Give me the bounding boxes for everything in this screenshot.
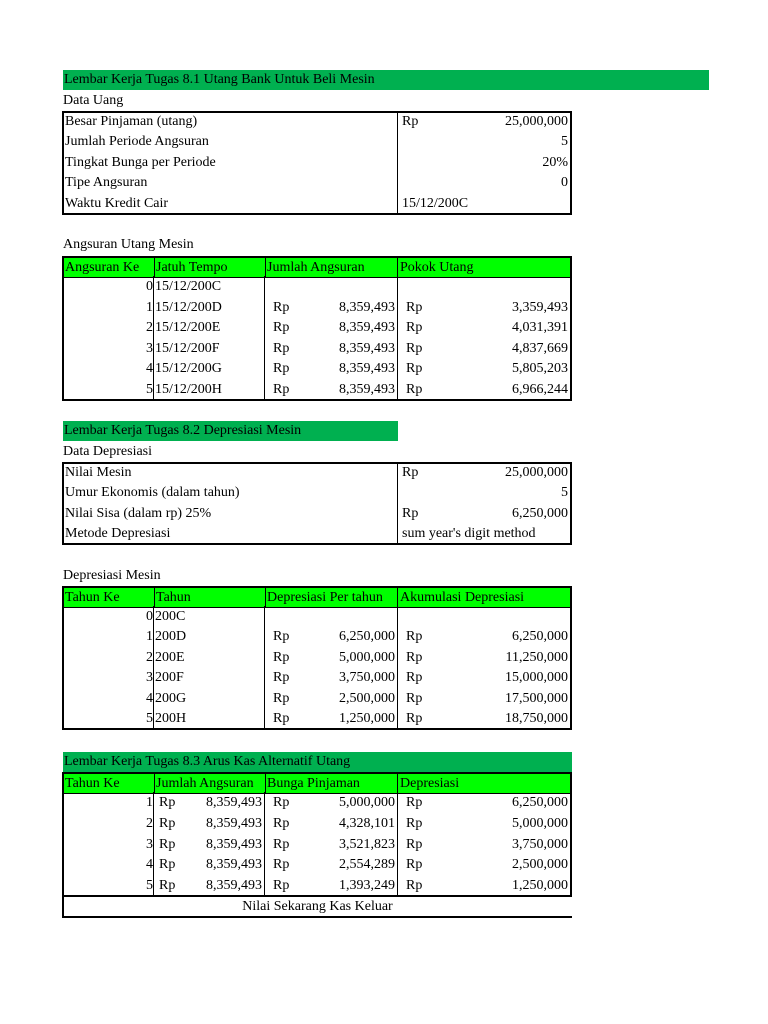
akumulasi-depresiasi: 6,250,000 xyxy=(512,629,568,645)
currency: Rp xyxy=(406,836,423,852)
table-row xyxy=(63,318,571,338)
data-uang-label: Data Uang xyxy=(63,93,124,108)
data-uang-row xyxy=(63,153,571,173)
data-uang-row xyxy=(63,132,571,152)
currency: Rp xyxy=(406,361,423,377)
jumlah-angsuran xyxy=(293,277,397,297)
angsuran-ke: 5 xyxy=(146,382,153,397)
pokok-utang xyxy=(443,277,571,297)
angsuran-ke: 3 xyxy=(146,340,153,356)
section-title-8-3: Lembar Kerja Tugas 8.3 Arus Kas Alternatif Utang xyxy=(63,752,572,772)
tahun-ke: 2 xyxy=(146,815,153,831)
col-tahun-ke: Tahun Ke xyxy=(65,776,120,791)
bunga-pinjaman: 1,393,249 xyxy=(339,878,395,894)
angsuran-ke: 4 xyxy=(146,361,153,377)
jatuh-tempo: 15/12/200E xyxy=(155,320,221,336)
angsuran-header-row xyxy=(62,256,572,278)
col-depresiasi-per-tahun: Depresiasi Per tahun xyxy=(267,590,383,605)
tahun: 200H xyxy=(155,711,187,726)
currency: Rp xyxy=(273,670,290,686)
tahun: 200D xyxy=(155,629,187,645)
data-depresiasi-label: Data Depresiasi xyxy=(63,444,153,459)
table-row xyxy=(63,689,571,709)
data-depresiasi-row xyxy=(63,504,571,524)
currency: Rp xyxy=(406,857,423,873)
akumulasi-depresiasi: 17,500,000 xyxy=(505,690,568,706)
pokok-utang: 3,359,493 xyxy=(512,299,568,315)
table-row xyxy=(63,814,571,834)
col-jumlah-angsuran: Jumlah Angsuran xyxy=(267,260,365,275)
pokok-utang: 4,837,669 xyxy=(512,340,568,356)
row-value: 0 xyxy=(561,175,568,191)
row-currency: sum year's digit method xyxy=(402,526,536,542)
footer-rule xyxy=(62,916,572,918)
row-label: Tingkat Bunga per Periode xyxy=(65,154,216,170)
row-currency: Rp xyxy=(402,465,419,480)
row-value: 5 xyxy=(561,485,568,501)
bunga-pinjaman: 2,554,289 xyxy=(339,857,395,873)
row-value: 5 xyxy=(561,134,568,150)
tahun-ke: 4 xyxy=(146,690,153,706)
angsuran-ke: 0 xyxy=(146,279,153,294)
depresiasi: 6,250,000 xyxy=(512,795,568,810)
currency: Rp xyxy=(273,815,290,831)
row-value: 25,000,000 xyxy=(505,114,568,129)
data-depresiasi-row xyxy=(63,483,571,503)
jatuh-tempo: 15/12/200G xyxy=(155,361,222,377)
tahun-ke: 1 xyxy=(146,795,153,810)
bunga-pinjaman: 3,521,823 xyxy=(339,836,395,852)
depresiasi-per-tahun: 6,250,000 xyxy=(339,629,395,645)
currency: Rp xyxy=(406,711,423,726)
col-pokok-utang: Pokok Utang xyxy=(400,260,474,275)
depresiasi-per-tahun: 1,250,000 xyxy=(339,711,395,726)
jumlah-angsuran: 8,359,493 xyxy=(206,857,262,873)
row-label: Umur Ekonomis (dalam tahun) xyxy=(65,485,240,501)
table-row xyxy=(63,855,571,875)
section-title-8-2: Lembar Kerja Tugas 8.2 Depresiasi Mesin xyxy=(63,421,398,441)
currency: Rp xyxy=(406,320,423,336)
pokok-utang: 6,966,244 xyxy=(512,382,568,397)
akumulasi-depresiasi: 18,750,000 xyxy=(505,711,568,726)
tahun-ke: 3 xyxy=(146,836,153,852)
currency: Rp xyxy=(159,795,176,810)
currency: Rp xyxy=(273,711,290,726)
row-value: 20% xyxy=(542,154,568,170)
currency: Rp xyxy=(406,878,423,894)
jumlah-angsuran: 8,359,493 xyxy=(339,382,395,397)
currency: Rp xyxy=(159,815,176,831)
currency: Rp xyxy=(406,340,423,356)
col-akumulasi-depresiasi: Akumulasi Depresiasi xyxy=(400,590,525,605)
row-value xyxy=(463,194,571,214)
jumlah-angsuran: 8,359,493 xyxy=(339,340,395,356)
currency xyxy=(406,607,446,627)
currency: Rp xyxy=(406,670,423,686)
depresiasi: 2,500,000 xyxy=(512,857,568,873)
currency: Rp xyxy=(273,629,290,645)
jatuh-tempo: 15/12/200F xyxy=(155,340,220,356)
col-tahun: Tahun xyxy=(156,590,191,605)
depresiasi-table-label: Depresiasi Mesin xyxy=(63,568,161,583)
depresiasi-per-tahun: 2,500,000 xyxy=(339,690,395,706)
akumulasi-depresiasi: 15,000,000 xyxy=(505,670,568,686)
currency: Rp xyxy=(273,857,290,873)
row-label: Nilai Sisa (dalam rp) 25% xyxy=(65,505,212,521)
pokok-utang: 4,031,391 xyxy=(512,320,568,336)
jatuh-tempo: 15/12/200C xyxy=(155,279,222,294)
currency: Rp xyxy=(273,340,290,356)
tahun-ke: 1 xyxy=(146,629,153,645)
table-row xyxy=(63,627,571,647)
jumlah-angsuran: 8,359,493 xyxy=(206,836,262,852)
table-row xyxy=(63,668,571,688)
angsuran-table-label: Angsuran Utang Mesin xyxy=(63,237,194,252)
currency: Rp xyxy=(406,690,423,706)
depresiasi-per-tahun: 3,750,000 xyxy=(339,670,395,686)
tahun-ke: 2 xyxy=(146,649,153,665)
currency: Rp xyxy=(273,649,290,665)
data-uang-row xyxy=(63,194,571,214)
col-tahun-ke: Tahun Ke xyxy=(65,590,120,605)
depresiasi: 3,750,000 xyxy=(512,836,568,852)
bunga-pinjaman: 5,000,000 xyxy=(339,795,395,810)
currency: Rp xyxy=(159,836,176,852)
table-row xyxy=(63,277,571,297)
depresiasi: 1,250,000 xyxy=(512,878,568,894)
jatuh-tempo: 15/12/200D xyxy=(155,299,222,315)
currency: Rp xyxy=(273,795,290,810)
currency: Rp xyxy=(159,857,176,873)
jumlah-angsuran: 8,359,493 xyxy=(339,320,395,336)
currency: Rp xyxy=(406,299,423,315)
row-currency: 15/12/200C xyxy=(402,195,469,211)
jumlah-angsuran: 8,359,493 xyxy=(206,878,262,894)
tahun: 200F xyxy=(155,670,184,686)
table-row xyxy=(63,298,571,318)
currency: Rp xyxy=(406,815,423,831)
currency: Rp xyxy=(406,649,423,665)
tahun-ke: 4 xyxy=(146,857,153,873)
col-jumlah-angsuran: Jumlah Angsuran xyxy=(156,776,254,791)
nilai-sekarang-kas-keluar: Nilai Sekarang Kas Keluar xyxy=(242,899,393,914)
currency: Rp xyxy=(273,361,290,377)
currency: Rp xyxy=(273,299,290,315)
angsuran-ke: 1 xyxy=(146,299,153,315)
table-row xyxy=(63,648,571,668)
row-label: Metode Depresiasi xyxy=(65,526,171,542)
currency xyxy=(406,277,446,297)
row-label: Tipe Angsuran xyxy=(65,175,148,191)
row-label: Nilai Mesin xyxy=(65,465,132,480)
akumulasi-depresiasi xyxy=(443,607,571,627)
tahun: 200C xyxy=(155,609,186,624)
tahun-ke: 3 xyxy=(146,670,153,686)
jumlah-angsuran: 8,359,493 xyxy=(206,795,262,810)
data-depresiasi-row xyxy=(63,463,571,483)
currency: Rp xyxy=(159,878,176,894)
currency: Rp xyxy=(273,690,290,706)
currency: Rp xyxy=(406,795,423,810)
col-depresiasi: Depresiasi xyxy=(400,776,460,791)
angsuran-ke: 2 xyxy=(146,320,153,336)
row-currency: Rp xyxy=(402,114,419,129)
currency: Rp xyxy=(406,629,423,645)
currency: Rp xyxy=(273,836,290,852)
depresiasi-header-row xyxy=(62,586,572,608)
table-row xyxy=(63,339,571,359)
akumulasi-depresiasi: 11,250,000 xyxy=(505,649,568,665)
row-value: 6,250,000 xyxy=(512,505,568,521)
table-row xyxy=(63,835,571,855)
row-label: Jumlah Periode Angsuran xyxy=(65,134,209,150)
data-depresiasi-row xyxy=(63,524,571,544)
col-angsuran-ke: Angsuran Ke xyxy=(65,260,140,275)
table-row xyxy=(63,709,571,729)
data-uang-row xyxy=(63,112,571,132)
tahun-ke: 0 xyxy=(146,609,153,624)
table-row xyxy=(63,876,571,896)
currency: Rp xyxy=(273,878,290,894)
arus-kas-header-row xyxy=(62,772,572,794)
depresiasi: 5,000,000 xyxy=(512,815,568,831)
col-jatuh-tempo: Jatuh Tempo xyxy=(156,260,228,275)
col-bunga-pinjaman: Bunga Pinjaman xyxy=(267,776,360,791)
jumlah-angsuran: 8,359,493 xyxy=(339,361,395,377)
jumlah-angsuran: 8,359,493 xyxy=(206,815,262,831)
row-label: Besar Pinjaman (utang) xyxy=(65,114,198,129)
depresiasi-per-tahun: 5,000,000 xyxy=(339,649,395,665)
row-value xyxy=(463,524,571,544)
depresiasi-per-tahun xyxy=(293,607,397,627)
row-currency: Rp xyxy=(402,505,419,521)
jatuh-tempo: 15/12/200H xyxy=(155,382,222,397)
currency: Rp xyxy=(406,382,423,397)
pokok-utang: 5,805,203 xyxy=(512,361,568,377)
section-title-8-1: Lembar Kerja Tugas 8.1 Utang Bank Untuk Beli Mesin xyxy=(63,70,709,90)
jumlah-angsuran: 8,359,493 xyxy=(339,299,395,315)
row-label: Waktu Kredit Cair xyxy=(65,195,169,211)
tahun: 200E xyxy=(155,649,185,665)
table-row xyxy=(63,359,571,379)
currency: Rp xyxy=(273,382,290,397)
table-row xyxy=(63,607,571,627)
currency: Rp xyxy=(273,320,290,336)
table-row xyxy=(63,380,571,400)
tahun: 200G xyxy=(155,690,187,706)
data-uang-row xyxy=(63,173,571,193)
tahun-ke: 5 xyxy=(146,711,153,726)
row-value: 25,000,000 xyxy=(505,465,568,480)
bunga-pinjaman: 4,328,101 xyxy=(339,815,395,831)
tahun-ke: 5 xyxy=(146,878,153,894)
table-row xyxy=(63,793,571,813)
